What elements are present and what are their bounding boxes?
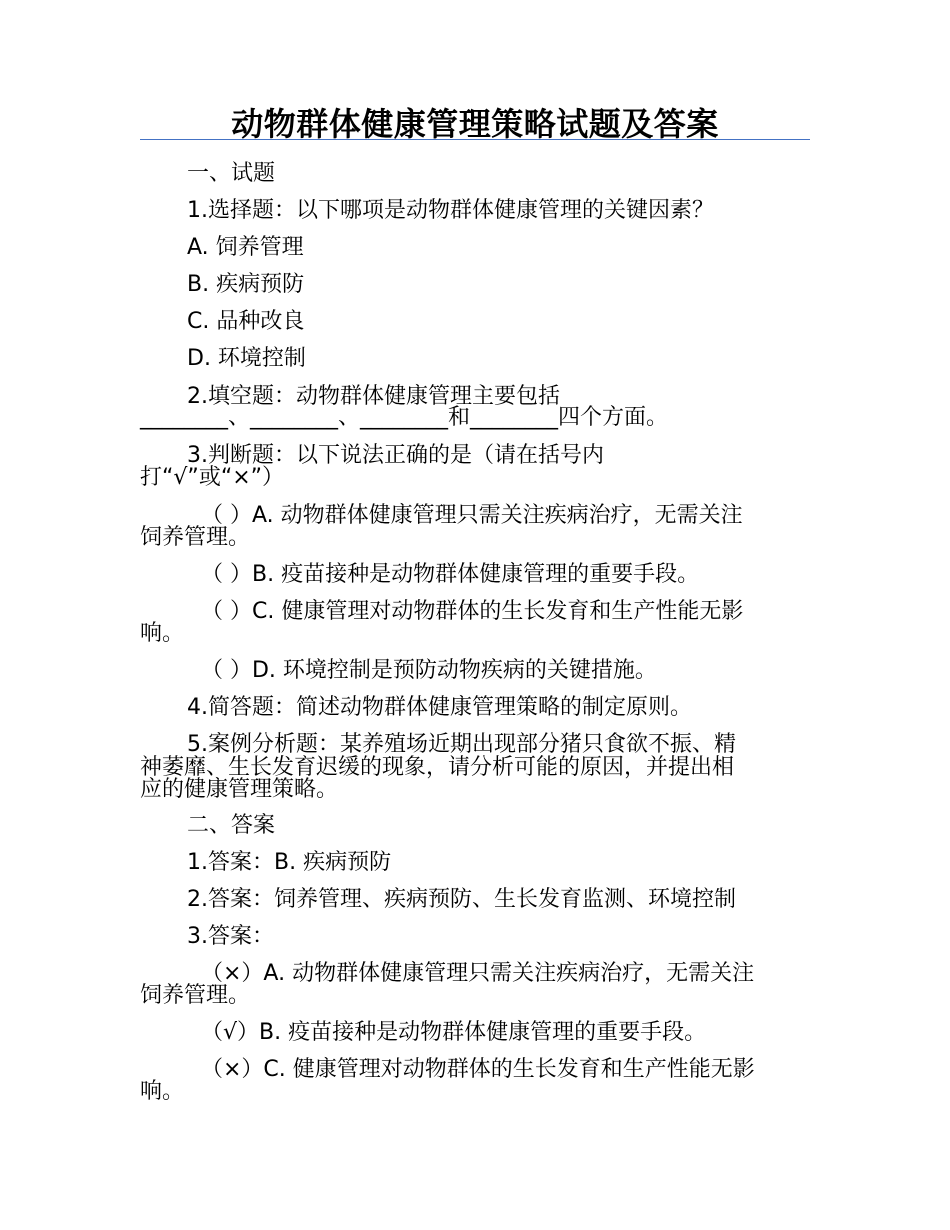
answer-1: 1.答案：B. 疾病预防 (187, 850, 392, 875)
question-3-statement-c-line-2: 响。 (140, 621, 185, 646)
answer-3-item-c-line-2: 响。 (140, 1079, 185, 1104)
question-1-option-c: C. 品种改良 (187, 309, 305, 334)
question-3-statement-d: （ ）D. 环境控制是预防动物疾病的关键措施。 (201, 658, 657, 683)
answer-3-item-a-line-1: （×）A. 动物群体健康管理只需关注疾病治疗，无需关注 (201, 961, 755, 986)
question-3-statement-c-line-1: （ ）C. 健康管理对动物群体的生长发育和生产性能无影 (201, 599, 744, 624)
title-underline (140, 139, 810, 140)
answer-2: 2.答案：饲养管理、疾病预防、生长发育监测、环境控制 (187, 887, 736, 912)
question-4: 4.简答题：简述动物群体健康管理策略的制定原则。 (187, 695, 692, 720)
section-heading-questions: 一、试题 (187, 161, 276, 186)
question-3-statement-a-line-2: 饲养管理。 (140, 525, 251, 550)
answer-3-label: 3.答案： (187, 924, 274, 949)
question-1-option-d: D. 环境控制 (187, 346, 306, 371)
question-2-line-2: ________、________、________和________四个方面。 (140, 405, 669, 430)
answer-3-item-c-line-1: （×）C. 健康管理对动物群体的生长发育和生产性能无影 (201, 1057, 755, 1082)
question-3-statement-b: （ ）B. 疫苗接种是动物群体健康管理的重要手段。 (201, 562, 700, 587)
question-5-line-1: 5.案例分析题：某养殖场近期出现部分猪只食欲不振、精 (187, 732, 736, 757)
document-title: 动物群体健康管理策略试题及答案 (231, 105, 719, 143)
question-3-line-2: 打“√”或“×”） (140, 465, 285, 490)
answer-3-item-a-line-2: 饲养管理。 (140, 983, 251, 1008)
answer-3-item-b: （√）B. 疫苗接种是动物群体健康管理的重要手段。 (201, 1020, 707, 1045)
section-heading-answers: 二、答案 (187, 813, 276, 838)
question-5-line-3: 应的健康管理策略。 (140, 777, 339, 802)
question-1-stem: 1.选择题：以下哪项是动物群体健康管理的关键因素？ (187, 198, 714, 223)
question-3-line-1: 3.判断题：以下说法正确的是（请在括号内 (187, 443, 604, 468)
question-1-option-a: A. 饲养管理 (187, 235, 304, 260)
question-5-line-2: 神萎靡、生长发育迟缓的现象，请分析可能的原因，并提出相 (140, 755, 735, 780)
question-3-statement-a-line-1: （ ）A. 动物群体健康管理只需关注疾病治疗，无需关注 (201, 503, 743, 528)
question-2-line-1: 2.填空题：动物群体健康管理主要包括 (187, 384, 560, 409)
question-1-option-b: B. 疾病预防 (187, 272, 305, 297)
